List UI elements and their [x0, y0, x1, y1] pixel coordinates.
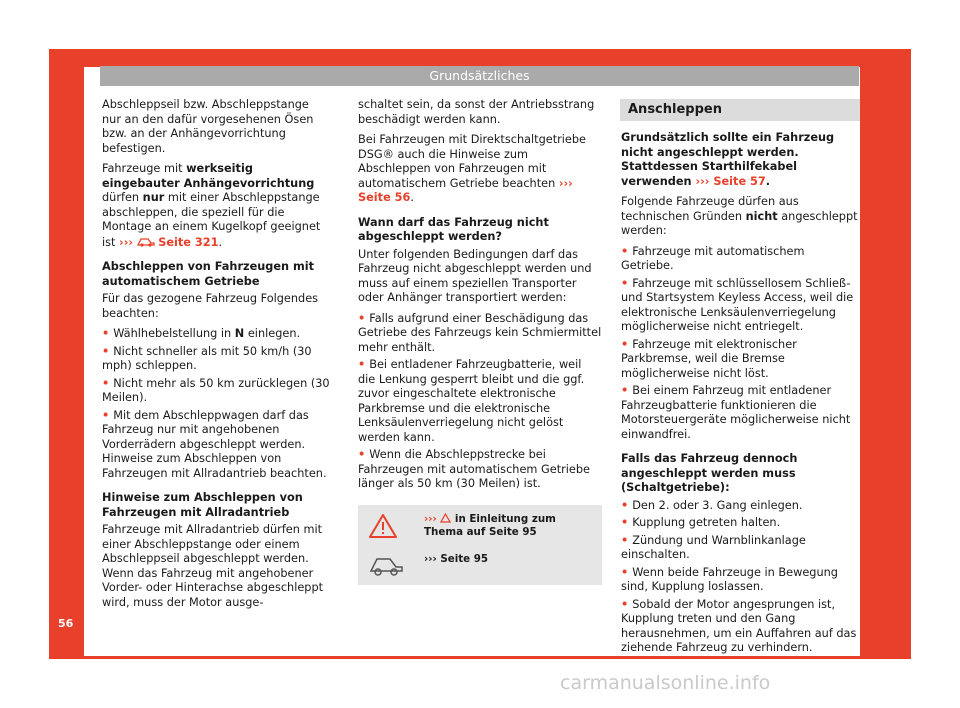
list-item: • Wenn beide Fahrzeuge in Bewegung sind, Kupplung loslassen. — [621, 566, 858, 595]
section-heading: Hinweise zum Abschleppen von Fahrzeugen mit Allradantrieb — [102, 491, 303, 519]
towing-icon — [137, 235, 155, 247]
paragraph: Bei Fahrzeugen mit Direktschaltgetriebe DSG® auch die Hinweise zum Abschleppen von Fahrzeugen mit automatischem Getriebe beachten ››› Seite 56. — [358, 133, 587, 204]
paragraph: Grundsätzlich sollte ein Fahrzeug nicht angeschleppt werden. Stattdessen Starthilfekabel verwenden ››› Seite 57. — [621, 131, 835, 188]
list-item: • Nicht schneller als mit 50 km/h (30 mph) schleppen. — [102, 345, 330, 374]
section-heading: Wann darf das Fahrzeug nicht abgeschleppt werden? — [358, 215, 549, 243]
warning-reference[interactable]: ››› in Einleitung zum Thema auf Seite 95 — [424, 513, 556, 538]
column-1 — [102, 98, 330, 616]
page-number: 56 — [58, 617, 74, 630]
list-item: • Sobald der Motor angesprungen ist, Kupplung treten und den Gang herausnehmen, um ein Auffahren auf das ziehende Fahrzeug zu verhindern. — [621, 598, 858, 656]
page-link[interactable]: Seite 57 — [713, 174, 766, 188]
page-header: Grundsätzliches — [100, 66, 859, 86]
warning-small-icon — [440, 513, 451, 523]
warning-triangle-icon — [368, 513, 398, 539]
paragraph: Fahrzeuge mit werkseitig eingebauter Anhängevorrichtung dürfen nur mit einer Abschleppstange abschleppen, die speziell für die Montage an einem Kugelkopf geeignet ist ››› Seite 321. — [102, 162, 321, 249]
column-3 — [621, 131, 858, 659]
list-item: • Falls aufgrund einer Beschädigung das Getriebe des Fahrzeugs kein Schmiermittel mehr enthält. — [358, 312, 602, 356]
section-heading: Falls das Fahrzeug dennoch angeschleppt werden muss (Schaltgetriebe): — [621, 452, 798, 494]
list-item: • Wenn die Abschleppstrecke bei Fahrzeugen mit automatischem Getriebe länger als 50 km (30 Meilen) ist. — [358, 448, 602, 492]
paragraph: Fahrzeuge mit Allradantrieb dürfen mit einer Abschleppstange oder einem Abschleppseil abgeschleppt werden. Wenn das Fahrzeug mit angehobener Vorder- oder Hinterachse abgeschleppt wird, muss der Motor ausge- — [102, 523, 324, 609]
list-item: • Wählhebelstellung in N einlegen. — [102, 327, 330, 342]
list-item: • Fahrzeuge mit schlüssellosem Schließ- und Startsystem Keyless Access, weil die elektronische Lenksäulenverriegelung möglicherweise nicht entriegelt. — [621, 277, 858, 335]
section-title-anschleppen: Anschleppen — [620, 99, 860, 121]
page-link[interactable]: Seite 321 — [158, 235, 219, 249]
paragraph: schaltet sein, da sonst der Antriebsstrang beschädigt werden kann. — [358, 98, 595, 126]
paragraph: Folgende Fahrzeuge dürfen aus technischen Gründen nicht angeschleppt werden: — [621, 195, 858, 237]
list-item: • Den 2. oder 3. Gang einlegen. — [621, 499, 858, 514]
list-item: • Zündung und Warnblinkanlage einschalten. — [621, 534, 858, 563]
towing-note-icon — [368, 553, 404, 577]
list-item: • Kupplung getreten halten. — [621, 516, 858, 531]
list-item: • Fahrzeuge mit automatischem Getriebe. — [621, 245, 858, 274]
paragraph: Unter folgenden Bedingungen darf das Fahrzeug nicht abgeschleppt werden und muss auf einem speziellen Transporter oder Anhänger transportiert werden: — [358, 247, 592, 304]
note-reference[interactable]: ››› Seite 95 — [424, 553, 489, 565]
warning-box — [358, 505, 602, 585]
watermark: carmanualsonline.info — [560, 672, 771, 694]
paragraph: Für das gezogene Fahrzeug Folgendes beachten: — [102, 292, 319, 320]
paragraph: Abschleppseil bzw. Abschleppstange nur an den dafür vorgesehenen Ösen bzw. an der Anhängevorrichtung befestigen. — [102, 98, 314, 155]
list-item: • Nicht mehr als 50 km zurücklegen (30 Meilen). — [102, 377, 330, 406]
list-item: • Mit dem Abschleppwagen darf das Fahrzeug nur mit angehobenen Vorderrädern abgeschleppt werden. Hinweise zum Abschleppen von Fahrzeugen mit Allradantrieb beachten. — [102, 409, 330, 482]
column-2 — [358, 98, 602, 495]
list-item: • Bei entladener Fahrzeugbatterie, weil die Lenkung gesperrt bleibt und die ggf. zuvor eingeschaltete elektronische Parkbremse und die elektronische Lenksäulenverriegelung nicht gelöst werden kann. — [358, 358, 602, 445]
page-link[interactable]: Seite 56 — [358, 191, 411, 204]
list-item: • Fahrzeuge mit elektronischer Parkbremse, weil die Bremse möglicherweise nicht löst. — [621, 338, 858, 382]
list-item: • Bei einem Fahrzeug mit entladener Fahrzeugbatterie funktionieren die Motorsteuergeräte möglicherweise nicht einwandfrei. — [621, 384, 858, 442]
section-heading: Abschleppen von Fahrzeugen mit automatischem Getriebe — [102, 260, 315, 288]
